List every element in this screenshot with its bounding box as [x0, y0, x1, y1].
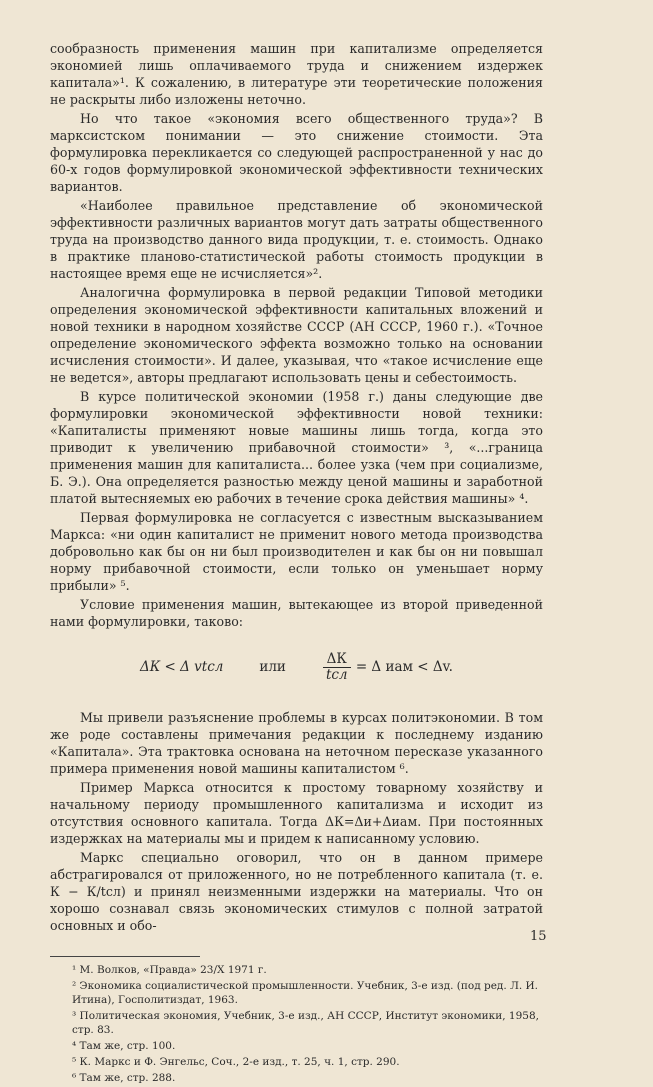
page-body [50, 40, 543, 1087]
footnote-divider [50, 956, 200, 957]
paragraph-5: В курсе политической экономии (1958 г.) даны следующие две формулировки экономической эффективности новой техники: «Капиталисты применяют новые машины лишь тогда, когда это приводит к увеличению прибавочной стоимости» ³, «...граница применения машин для капиталиста... более узка (чем при социализме, Б. Э.). Она определяется разностью между ценой машины и заработной платой вытесняемых ею рабочих в течение срока действия машины» ⁴. [50, 389, 543, 506]
formula-right: = Δ иам < Δv. [355, 659, 453, 675]
paragraph-3: «Наиболее правильное представление об экономической эффективности различных вариантов могут дать затраты общественного труда на производство данного вида продукции, т. е. стоимость. Однако в практике планово-статистической работы стоимость продукции в настоящее время еще не исчисляется»². [50, 198, 543, 281]
formula-right-group [322, 652, 453, 683]
footnote-6: ⁶ Там же, стр. 288. [72, 1072, 176, 1084]
page-number: 15 [530, 929, 547, 944]
footnote-3: ³ Политическая экономия, Учебник, 3-е изд., АН СССР, Институт экономики, 1958, стр. 83. [72, 1010, 539, 1036]
paragraph-10: Маркс специально оговорил, что он в данном примере абстрагировался от приложенного, но не потребленного капитала (т. е. К − К/tсл) и принял неизменными издержки на материалы. Что он хорошо сознавал связь экономических стимулов с полной затратой основных и обо- [50, 850, 543, 933]
footnote-1: ¹ М. Волков, «Правда» 23/X 1971 г. [72, 964, 267, 976]
paragraph-1: сообразность применения машин при капитализме определяется экономией лишь оплачиваемого труда и снижением издержек капитала»¹. К сожалению, в литературе эти теоретические положения не раскрыты либо изложены неточно. [50, 41, 543, 107]
formula-fraction [322, 652, 352, 683]
footnote-2: ² Экономика социалистической промышленности. Учебник, 3-е изд. (под ред. Л. И. Итина), Госполитиздат, 1963. [72, 980, 538, 1006]
fraction-numerator: ΔК [323, 652, 351, 668]
paragraph-8: Мы привели разъяснение проблемы в курсах политэкономии. В том же роде составлены примечания редакции к последнему изданию «Капитала». Эта трактовка основана на неточном пересказе указанного примера применения новой машины капиталистом ⁶. [50, 710, 543, 776]
paragraph-6: Первая формулировка не согласуется с известным высказыванием Маркса: «ни один капиталист не применит нового метода производства добровольно как бы он ни был производителен и как бы он ни повышал норму прибавочной стоимости, если только он уменьшает норму прибыли» ⁵. [50, 510, 543, 593]
footnote-5: ⁵ К. Маркс и Ф. Энгельс, Соч., 2-е изд., т. 25, ч. 1, стр. 290. [72, 1056, 400, 1068]
formula-left: ΔК < Δ vtсл [140, 659, 224, 675]
formula [50, 652, 543, 683]
formula-connector: или [259, 659, 286, 675]
fraction-denominator: tсл [325, 667, 348, 683]
paragraph-7: Условие применения машин, вытекающее из второй приведенной нами формулировки, таково: [50, 597, 543, 629]
paragraph-9: Пример Маркса относится к простому товарному хозяйству и начальному периоду промышленного капитализма и исходит из отсутствия основного капитала. Тогда ΔК=Δи+Δиам. При постоянных издержках на материалы мы и придем к написанному условию. [50, 780, 543, 846]
paragraph-4: Аналогична формулировка в первой редакции Типовой методики определения экономической эффективности капитальных вложений и новой техники в народном хозяйстве СССР (АН СССР, 1960 г.). «Точное определение экономического эффекта возможно только на основании исчисления стоимости». И далее, указывая, что «такое исчисление еще не ведется», авторы предлагают использовать цены и себестоимость. [50, 285, 543, 385]
paragraph-2: Но что такое «экономия всего общественного труда»? В марксистском понимании — это снижение стоимости. Эта формулировка перекликается со следующей распространенной у нас до 60-х годов формулировкой экономической эффективности технических вариантов. [50, 111, 543, 194]
footnote-4: ⁴ Там же, стр. 100. [72, 1040, 176, 1052]
